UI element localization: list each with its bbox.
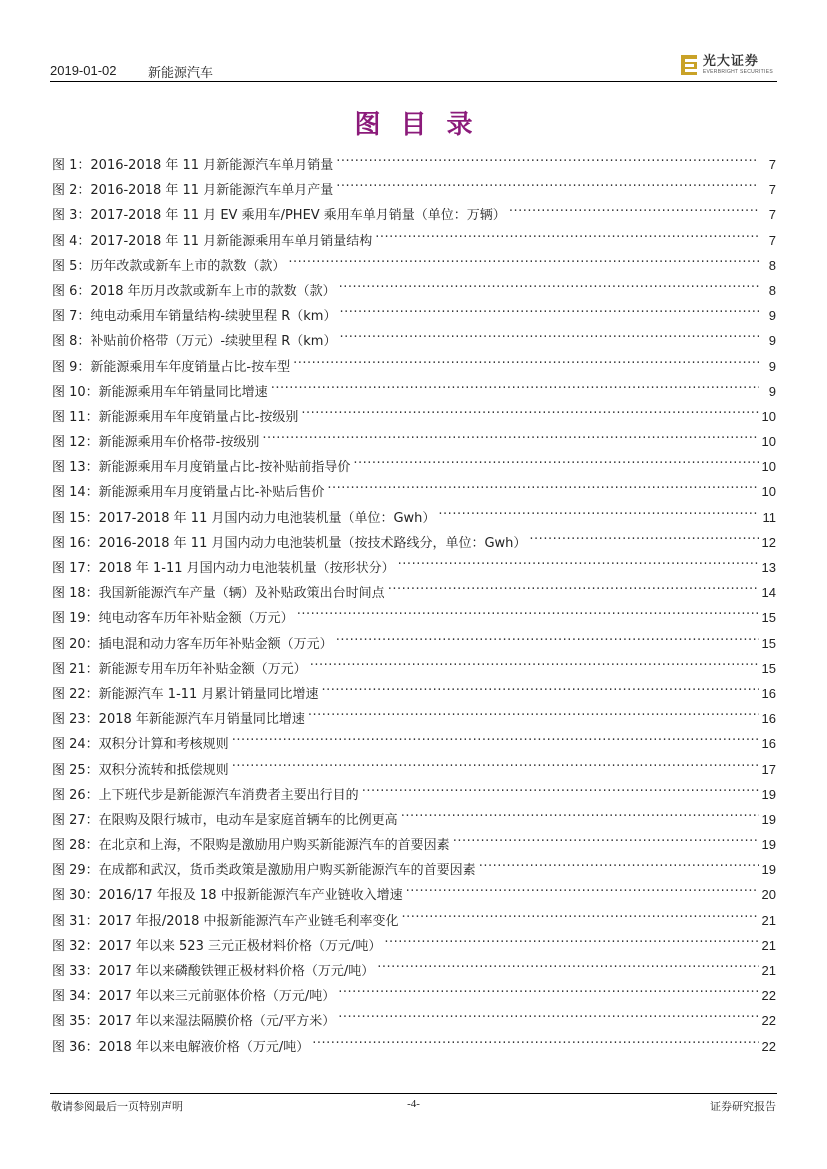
toc-leader-dots bbox=[438, 500, 759, 522]
toc-entry-page: 16 bbox=[761, 685, 776, 701]
toc-leader-dots bbox=[271, 374, 759, 396]
toc-entry-label: 图 1：2016-2018 年 11 月新能源汽车单月销量 bbox=[52, 158, 334, 173]
toc-entry-label: 图 8：补贴前价格带（万元）-续驶里程 R（km） bbox=[52, 334, 337, 350]
toc-entry-page: 16 bbox=[761, 736, 776, 752]
toc-entry-label: 图 20：插电混和动力客车历年补贴金额（万元） bbox=[52, 636, 333, 652]
toc-leader-dots bbox=[308, 701, 759, 723]
toc-entry-label: 图 19：纯电动客车历年补贴金额（万元） bbox=[52, 611, 294, 627]
toc-entry-page: 12 bbox=[761, 534, 776, 550]
toc-entry-page: 22 bbox=[761, 1013, 776, 1029]
toc-entry-label: 图 16：2016-2018 年 11 月国内动力电池装机量（按技术路线分，单位：Gwh） bbox=[52, 535, 527, 551]
company-logo bbox=[679, 52, 773, 78]
toc-entry-label: 图 25：双积分流转和抵偿规则 bbox=[52, 762, 229, 778]
toc-entry-page: 21 bbox=[761, 963, 776, 978]
footer-report-type: 证券研究报告 bbox=[710, 1100, 776, 1113]
toc-entry-label: 图 15：2017-2018 年 11 月国内动力电池装机量（单位：Gwh） bbox=[52, 510, 436, 526]
header-topic: 新能源汽车 bbox=[148, 66, 214, 81]
toc-entry-label: 图 21：新能源专用车历年补贴金额（万元） bbox=[52, 661, 307, 677]
toc-entry-page: 10 bbox=[761, 484, 776, 500]
toc-entry-page: 17 bbox=[761, 761, 776, 777]
toc-leader-dots bbox=[312, 1029, 758, 1051]
toc-entry-page: 13 bbox=[761, 560, 776, 575]
toc-leader-dots bbox=[375, 223, 759, 245]
toc-leader-dots bbox=[406, 877, 759, 899]
toc-leader-dots bbox=[353, 449, 758, 471]
toc-leader-dots bbox=[377, 953, 758, 975]
toc-leader-dots bbox=[339, 273, 759, 295]
page-header bbox=[50, 52, 777, 82]
toc-entry-label: 图 32：2017 年以来 523 三元正极材料价格（万元/吨） bbox=[52, 938, 382, 954]
toc-entry-page: 21 bbox=[761, 937, 776, 953]
toc-entry-page: 19 bbox=[761, 862, 776, 878]
toc-entry-label: 图 22：新能源汽车 1-11 月累计销量同比增速 bbox=[52, 686, 319, 702]
toc-entry-page: 14 bbox=[761, 585, 776, 601]
toc-entry-label: 图 4：2017-2018 年 11 月新能源乘用车单月销量结构 bbox=[52, 233, 373, 249]
toc-entry-label: 图 24：双积分计算和考核规则 bbox=[52, 737, 229, 753]
toc-entry-label: 图 27：在限购及限行城市，电动车是家庭首辆车的比例更高 bbox=[52, 812, 398, 828]
footer-page-number: -4- bbox=[407, 1098, 420, 1110]
toc-leader-dots bbox=[388, 575, 759, 597]
toc-leader-dots bbox=[288, 248, 759, 270]
logo-name-cn: 光大证券 bbox=[702, 53, 759, 69]
page-title: 图目录 bbox=[354, 110, 493, 140]
toc-leader-dots bbox=[338, 978, 758, 1000]
toc-entry[interactable] bbox=[52, 147, 776, 172]
toc-entry-page: 10 bbox=[761, 459, 776, 475]
toc-entry-page: 7 bbox=[768, 182, 776, 198]
toc-leader-dots bbox=[479, 852, 759, 874]
toc-entry-page: 16 bbox=[761, 711, 776, 727]
toc-leader-dots bbox=[338, 1003, 758, 1025]
toc-entry-page: 11 bbox=[762, 509, 776, 525]
toc-entry-page: 19 bbox=[761, 811, 776, 827]
toc-entry-label: 图 23：2018 年新能源汽车月销量同比增速 bbox=[52, 712, 305, 728]
toc-entry-page: 9 bbox=[768, 358, 776, 374]
everbright-logo-icon bbox=[679, 53, 699, 77]
toc-leader-dots bbox=[339, 323, 759, 345]
toc-leader-dots bbox=[327, 474, 758, 496]
toc-entry-page: 7 bbox=[768, 232, 776, 248]
toc-entry-page: 10 bbox=[761, 408, 776, 424]
toc-entry-page: 22 bbox=[761, 1038, 776, 1054]
toc-leader-dots bbox=[339, 298, 759, 320]
toc-leader-dots bbox=[297, 600, 759, 622]
toc-leader-dots bbox=[262, 424, 758, 446]
toc-entry-page: 10 bbox=[761, 434, 776, 450]
logo-name-en: EVERBRIGHT SECURITIES bbox=[702, 68, 773, 75]
toc-leader-dots bbox=[529, 525, 758, 547]
toc-entry-label: 图 12：新能源乘用车价格带-按级别 bbox=[52, 435, 260, 451]
toc-leader-dots bbox=[321, 676, 758, 698]
toc-entry-label: 图 26：上下班代步是新能源汽车消费者主要出行目的 bbox=[52, 787, 359, 803]
toc-entry-page: 15 bbox=[761, 660, 776, 676]
figure-toc-list bbox=[52, 147, 776, 1054]
toc-entry-page: 21 bbox=[761, 912, 776, 928]
toc-entry-page: 8 bbox=[768, 257, 776, 273]
toc-entry-label: 图 31：2017 年报/2018 中报新能源汽车产业链毛利率变化 bbox=[52, 913, 399, 929]
toc-entry-label: 图 18：我国新能源汽车产量（辆）及补贴政策出台时间点 bbox=[52, 586, 385, 602]
toc-entry-label: 图 28：在北京和上海，不限购是激励用户购买新能源汽车的首要因素 bbox=[52, 838, 450, 854]
toc-entry-label: 图 7：纯电动乘用车销量结构-续驶里程 R（km） bbox=[52, 309, 337, 325]
toc-entry-label: 图 33：2017 年以来磷酸铁锂正极材料价格（万元/吨） bbox=[52, 964, 375, 979]
toc-entry-page: 15 bbox=[761, 610, 776, 626]
toc-entry-label: 图 35：2017 年以来湿法隔膜价格（元/平方米） bbox=[52, 1014, 336, 1030]
footer-divider bbox=[50, 1093, 777, 1094]
toc-entry-label: 图 17：2018 年 1-11 月国内动力电池装机量（按形状分） bbox=[52, 561, 395, 576]
toc-leader-dots bbox=[453, 827, 759, 849]
toc-leader-dots bbox=[232, 726, 759, 748]
toc-entry-label: 图 10：新能源乘用车年销量同比增速 bbox=[52, 384, 268, 400]
toc-entry-page: 19 bbox=[761, 786, 776, 802]
toc-entry-page: 9 bbox=[768, 383, 776, 399]
toc-entry-page: 7 bbox=[768, 207, 776, 223]
toc-leader-dots bbox=[232, 752, 759, 774]
toc-entry-label: 图 36：2018 年以来电解液价格（万元/吨） bbox=[52, 1039, 310, 1055]
toc-entry-page: 22 bbox=[761, 988, 776, 1004]
toc-leader-dots bbox=[398, 550, 759, 572]
toc-leader-dots bbox=[293, 349, 759, 371]
toc-leader-dots bbox=[384, 928, 758, 950]
toc-entry-page: 20 bbox=[761, 887, 776, 903]
toc-leader-dots bbox=[362, 777, 759, 799]
header-date: 2019-01-02 bbox=[50, 63, 117, 78]
toc-entry-label: 图 3：2017-2018 年 11 月 EV 乘用车/PHEV 乘用车单月销量（单位：万辆） bbox=[52, 208, 506, 224]
toc-leader-dots bbox=[336, 626, 759, 648]
toc-entry-label: 图 29：在成都和武汉，货币类政策是激励用户购买新能源汽车的首要因素 bbox=[52, 863, 476, 879]
toc-leader-dots bbox=[301, 399, 758, 421]
toc-entry-label: 图 14：新能源乘用车月度销量占比-补贴后售价 bbox=[52, 485, 325, 501]
toc-leader-dots bbox=[310, 651, 759, 673]
toc-entry-page: 9 bbox=[768, 308, 776, 324]
header-divider bbox=[50, 81, 777, 82]
toc-leader-dots bbox=[402, 903, 759, 925]
toc-entry-label: 图 11：新能源乘用车年度销量占比-按级别 bbox=[52, 409, 299, 425]
toc-entry-page: 7 bbox=[768, 157, 776, 172]
toc-leader-dots bbox=[509, 197, 759, 219]
toc-entry-label: 图 30：2016/17 年报及 18 中报新能源汽车产业链收入增速 bbox=[52, 888, 403, 904]
toc-entry-page: 19 bbox=[761, 837, 776, 853]
toc-entry-label: 图 2：2016-2018 年 11 月新能源汽车单月产量 bbox=[52, 183, 334, 199]
toc-entry-label: 图 5：历年改款或新车上市的款数（款） bbox=[52, 258, 286, 274]
toc-entry-page: 15 bbox=[761, 635, 776, 651]
footer-disclaimer: 敬请参阅最后一页特别声明 bbox=[51, 1100, 183, 1113]
toc-entry-page: 9 bbox=[768, 333, 776, 349]
toc-entry-label: 图 9：新能源乘用车年度销量占比-按车型 bbox=[52, 359, 291, 375]
toc-entry-label: 图 6：2018 年历月改款或新车上市的款数（款） bbox=[52, 283, 336, 299]
toc-leader-dots bbox=[401, 802, 759, 824]
toc-leader-dots bbox=[336, 147, 759, 169]
toc-leader-dots bbox=[336, 172, 759, 194]
toc-entry-page: 8 bbox=[768, 282, 776, 298]
toc-entry-label: 图 13：新能源乘用车月度销量占比-按补贴前指导价 bbox=[52, 460, 351, 476]
toc-entry-label: 图 34：2017 年以来三元前驱体价格（万元/吨） bbox=[52, 989, 336, 1005]
